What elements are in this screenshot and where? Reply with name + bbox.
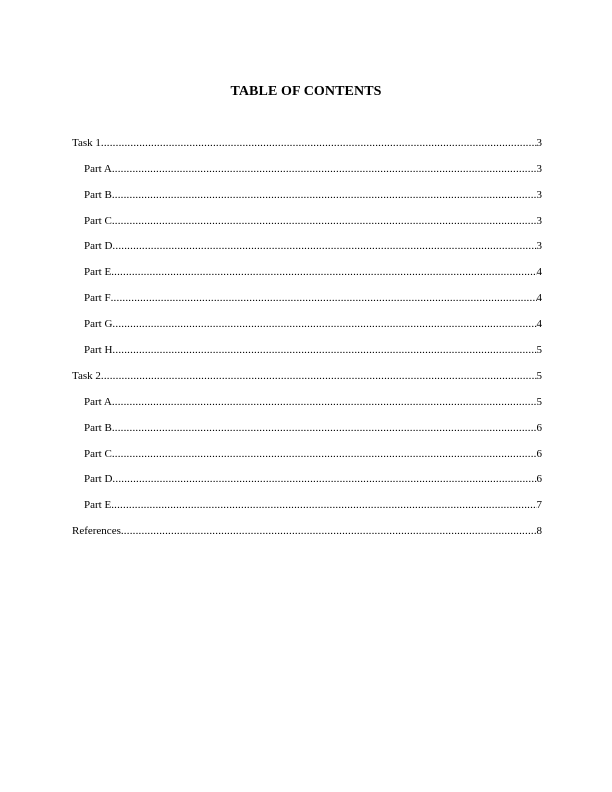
toc-entry[interactable] bbox=[72, 409, 542, 435]
toc-entry-label: Part A bbox=[84, 162, 112, 175]
toc-entry-label: Part D bbox=[84, 240, 113, 253]
toc-dot-leader bbox=[112, 343, 536, 357]
toc-dot-leader bbox=[112, 239, 536, 253]
toc-dot-leader bbox=[112, 188, 537, 202]
toc-page-number: 4 bbox=[536, 318, 542, 331]
toc-entry-label: Part C bbox=[84, 214, 112, 227]
table-of-contents bbox=[72, 124, 542, 538]
toc-page-number: 5 bbox=[536, 344, 542, 357]
toc-page-number: 8 bbox=[536, 525, 542, 538]
toc-page-number: 3 bbox=[536, 240, 542, 253]
toc-entry-label: Part D bbox=[84, 473, 113, 486]
toc-dot-leader bbox=[112, 421, 537, 435]
toc-entry-label: Part G bbox=[84, 318, 113, 331]
page-title: TABLE OF CONTENTS bbox=[230, 84, 382, 99]
toc-entry-label: Part F bbox=[84, 292, 111, 305]
toc-page-number: 6 bbox=[536, 421, 542, 434]
toc-page-number: 3 bbox=[536, 188, 542, 201]
toc-entry-label: References bbox=[72, 525, 121, 538]
toc-dot-leader bbox=[111, 498, 536, 512]
toc-entry-label: Part B bbox=[84, 188, 112, 201]
toc-entry[interactable] bbox=[72, 331, 542, 357]
toc-entry[interactable] bbox=[72, 202, 542, 228]
toc-page-number: 3 bbox=[536, 162, 542, 175]
toc-entry[interactable] bbox=[72, 124, 542, 150]
toc-entry-label: Part E bbox=[84, 266, 112, 279]
toc-entry[interactable] bbox=[72, 461, 542, 487]
toc-page-number: 3 bbox=[536, 214, 542, 227]
toc-entry-label: Task 2 bbox=[72, 369, 101, 382]
toc-entry[interactable] bbox=[72, 486, 542, 512]
toc-entry[interactable] bbox=[72, 176, 542, 202]
toc-page-number: 5 bbox=[536, 369, 542, 382]
toc-dot-leader bbox=[111, 265, 536, 279]
toc-page-number: 6 bbox=[536, 447, 542, 460]
toc-entry[interactable] bbox=[72, 383, 542, 409]
toc-entry-label: Task 1 bbox=[72, 136, 101, 149]
toc-dot-leader bbox=[112, 395, 537, 409]
toc-entry[interactable] bbox=[72, 253, 542, 279]
toc-entry[interactable] bbox=[72, 357, 542, 383]
toc-dot-leader bbox=[112, 214, 537, 228]
toc-entry[interactable] bbox=[72, 435, 542, 461]
toc-dot-leader bbox=[101, 136, 537, 150]
toc-entry[interactable] bbox=[72, 228, 542, 254]
toc-entry[interactable] bbox=[72, 279, 542, 305]
toc-dot-leader bbox=[112, 472, 536, 486]
toc-dot-leader bbox=[112, 447, 537, 461]
toc-page-number: 4 bbox=[536, 266, 542, 279]
toc-entry-label: Part C bbox=[84, 447, 112, 460]
toc-page-number: 5 bbox=[536, 395, 542, 408]
toc-dot-leader bbox=[112, 162, 537, 176]
toc-dot-leader bbox=[112, 317, 536, 331]
toc-dot-leader bbox=[101, 369, 537, 383]
toc-entry[interactable] bbox=[72, 150, 542, 176]
toc-entry-label: Part B bbox=[84, 421, 112, 434]
toc-page-number: 4 bbox=[536, 292, 542, 305]
toc-entry-label: Part E bbox=[84, 499, 112, 512]
toc-entry-label: Part H bbox=[84, 344, 113, 357]
toc-entry[interactable] bbox=[72, 512, 542, 538]
toc-page-number: 3 bbox=[536, 136, 542, 149]
toc-entry[interactable] bbox=[72, 305, 542, 331]
toc-dot-leader bbox=[111, 291, 537, 305]
toc-page-number: 7 bbox=[536, 499, 542, 512]
toc-entry-label: Part A bbox=[84, 395, 112, 408]
toc-page-number: 6 bbox=[536, 473, 542, 486]
toc-dot-leader bbox=[121, 524, 537, 538]
